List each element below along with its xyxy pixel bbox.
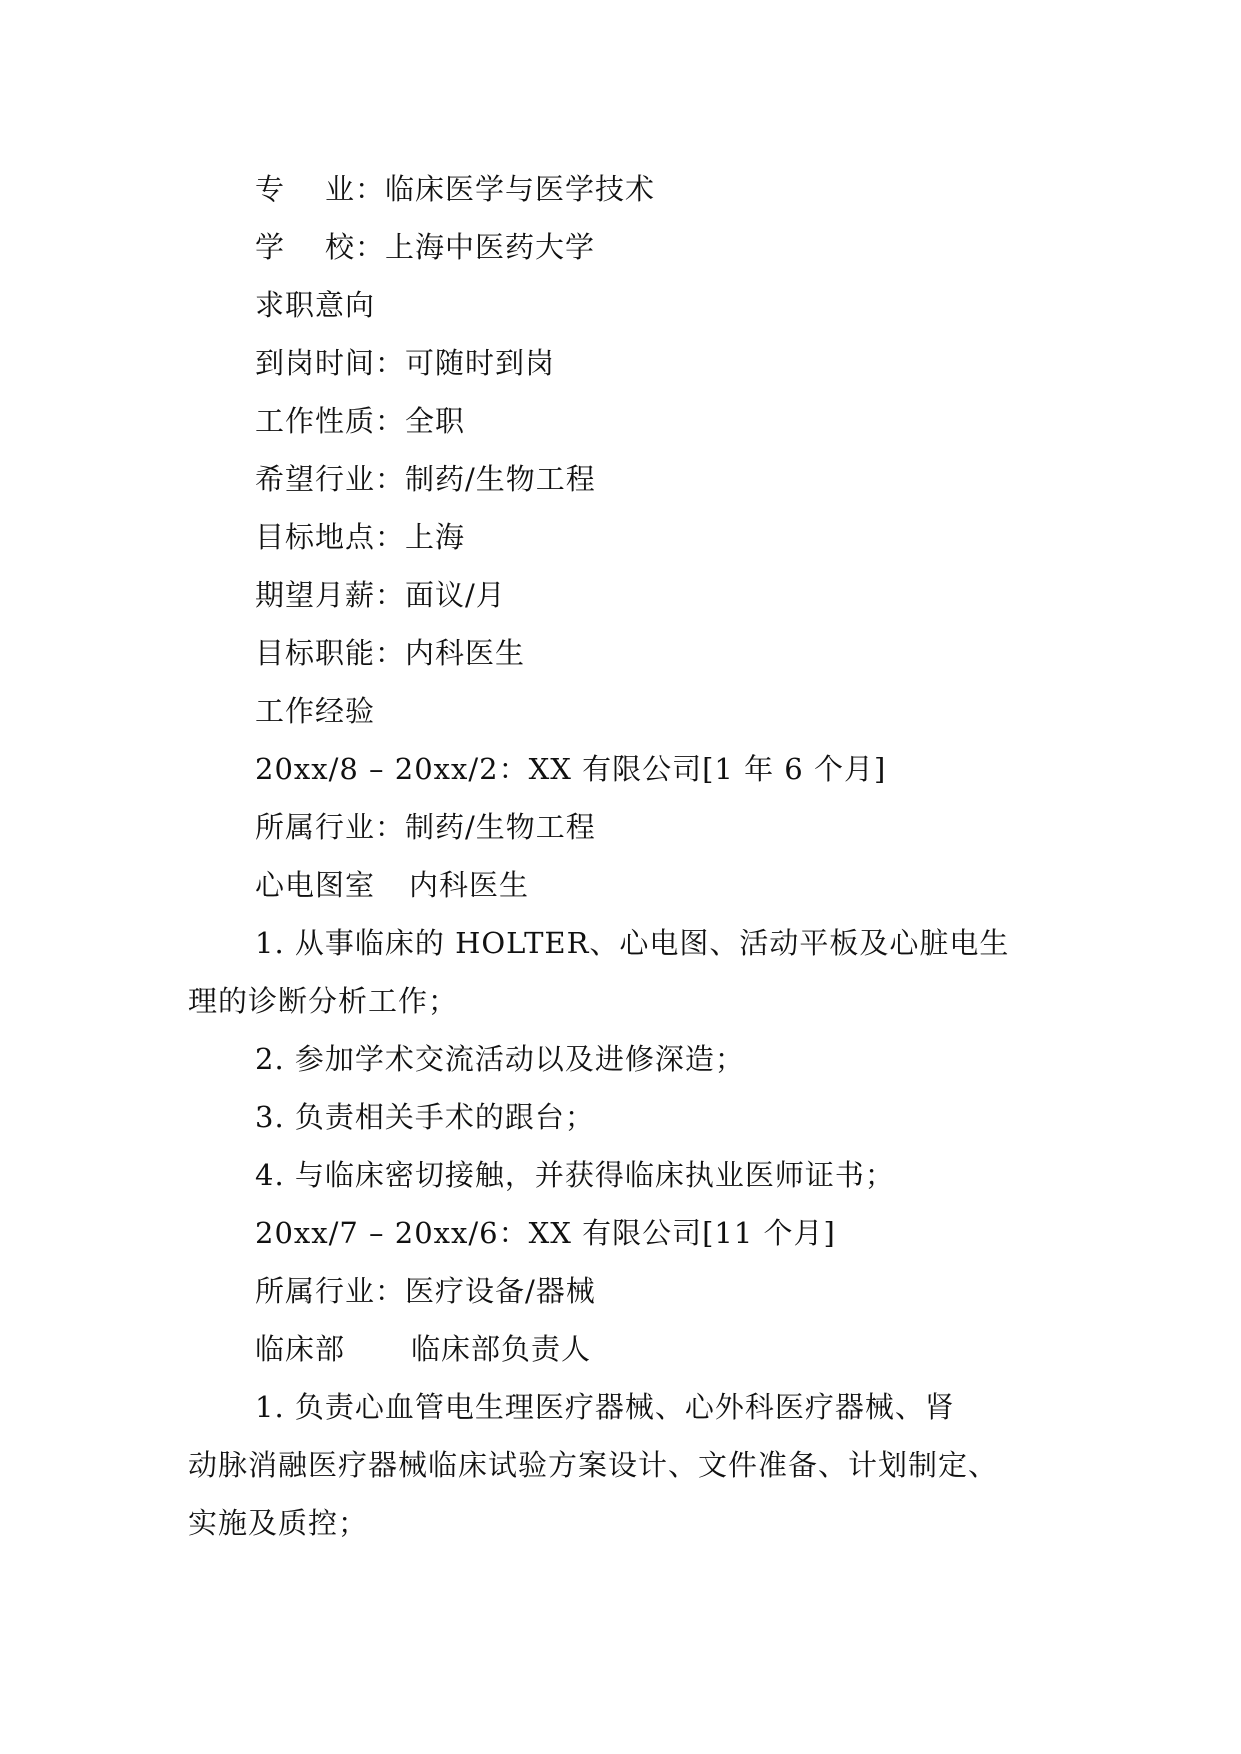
job2-dept: 临床部 (255, 1332, 346, 1366)
job1-role: 内科医生 (409, 868, 530, 902)
job2-duty-cont: 实施及质控； (188, 1506, 369, 1540)
school-line (188, 218, 1058, 276)
intent-item: 希望行业：制药/生物工程 (255, 462, 596, 496)
intent-item: 工作性质：全职 (255, 404, 466, 438)
major-value: 临床医学与医学技术 (385, 172, 656, 206)
school-label-a: 学 (255, 230, 286, 264)
resume-content (188, 160, 1058, 1552)
major-label-a: 专 (255, 172, 286, 206)
job1-period: 20xx/8 – 20xx/2：XX 有限公司[1 年 6 个月] (255, 752, 887, 786)
job2-period: 20xx/7 – 20xx/6：XX 有限公司[11 个月] (255, 1216, 836, 1250)
major-label-b: 业： (325, 172, 386, 206)
job2-role: 临床部负责人 (411, 1332, 592, 1366)
intent-heading: 求职意向 (255, 288, 376, 322)
job1-duty: 2. 参加学术交流活动以及进修深造； (255, 1042, 745, 1076)
job1-duty: 1. 从事临床的 HOLTER、心电图、活动平板及心脏电生 (255, 926, 1010, 960)
job2-duty: 1. 负责心血管电生理医疗器械、心外科医疗器械、肾 (255, 1390, 955, 1424)
major-line (188, 160, 1058, 218)
intent-item: 到岗时间：可随时到岗 (255, 346, 556, 380)
job1-dept: 心电图室 (255, 868, 376, 902)
job2-dept-role (188, 1320, 1058, 1378)
job1-duty: 3. 负责相关手术的跟台； (255, 1100, 595, 1134)
job2-duty-cont: 动脉消融医疗器械临床试验方案设计、文件准备、计划制定、 (188, 1448, 999, 1482)
school-value: 上海中医药大学 (385, 230, 596, 264)
job1-dept-role (188, 856, 1058, 914)
job1-industry: 所属行业：制药/生物工程 (255, 810, 596, 844)
intent-item: 目标地点：上海 (255, 520, 466, 554)
job2-industry: 所属行业：医疗设备/器械 (255, 1274, 596, 1308)
intent-item: 目标职能：内科医生 (255, 636, 526, 670)
intent-item: 期望月薪：面议/月 (255, 578, 506, 612)
job1-duty: 4. 与临床密切接触，并获得临床执业医师证书； (255, 1158, 895, 1192)
job1-duty-cont: 理的诊断分析工作； (188, 984, 459, 1018)
school-label-b: 校： (325, 230, 386, 264)
experience-heading: 工作经验 (255, 694, 376, 728)
